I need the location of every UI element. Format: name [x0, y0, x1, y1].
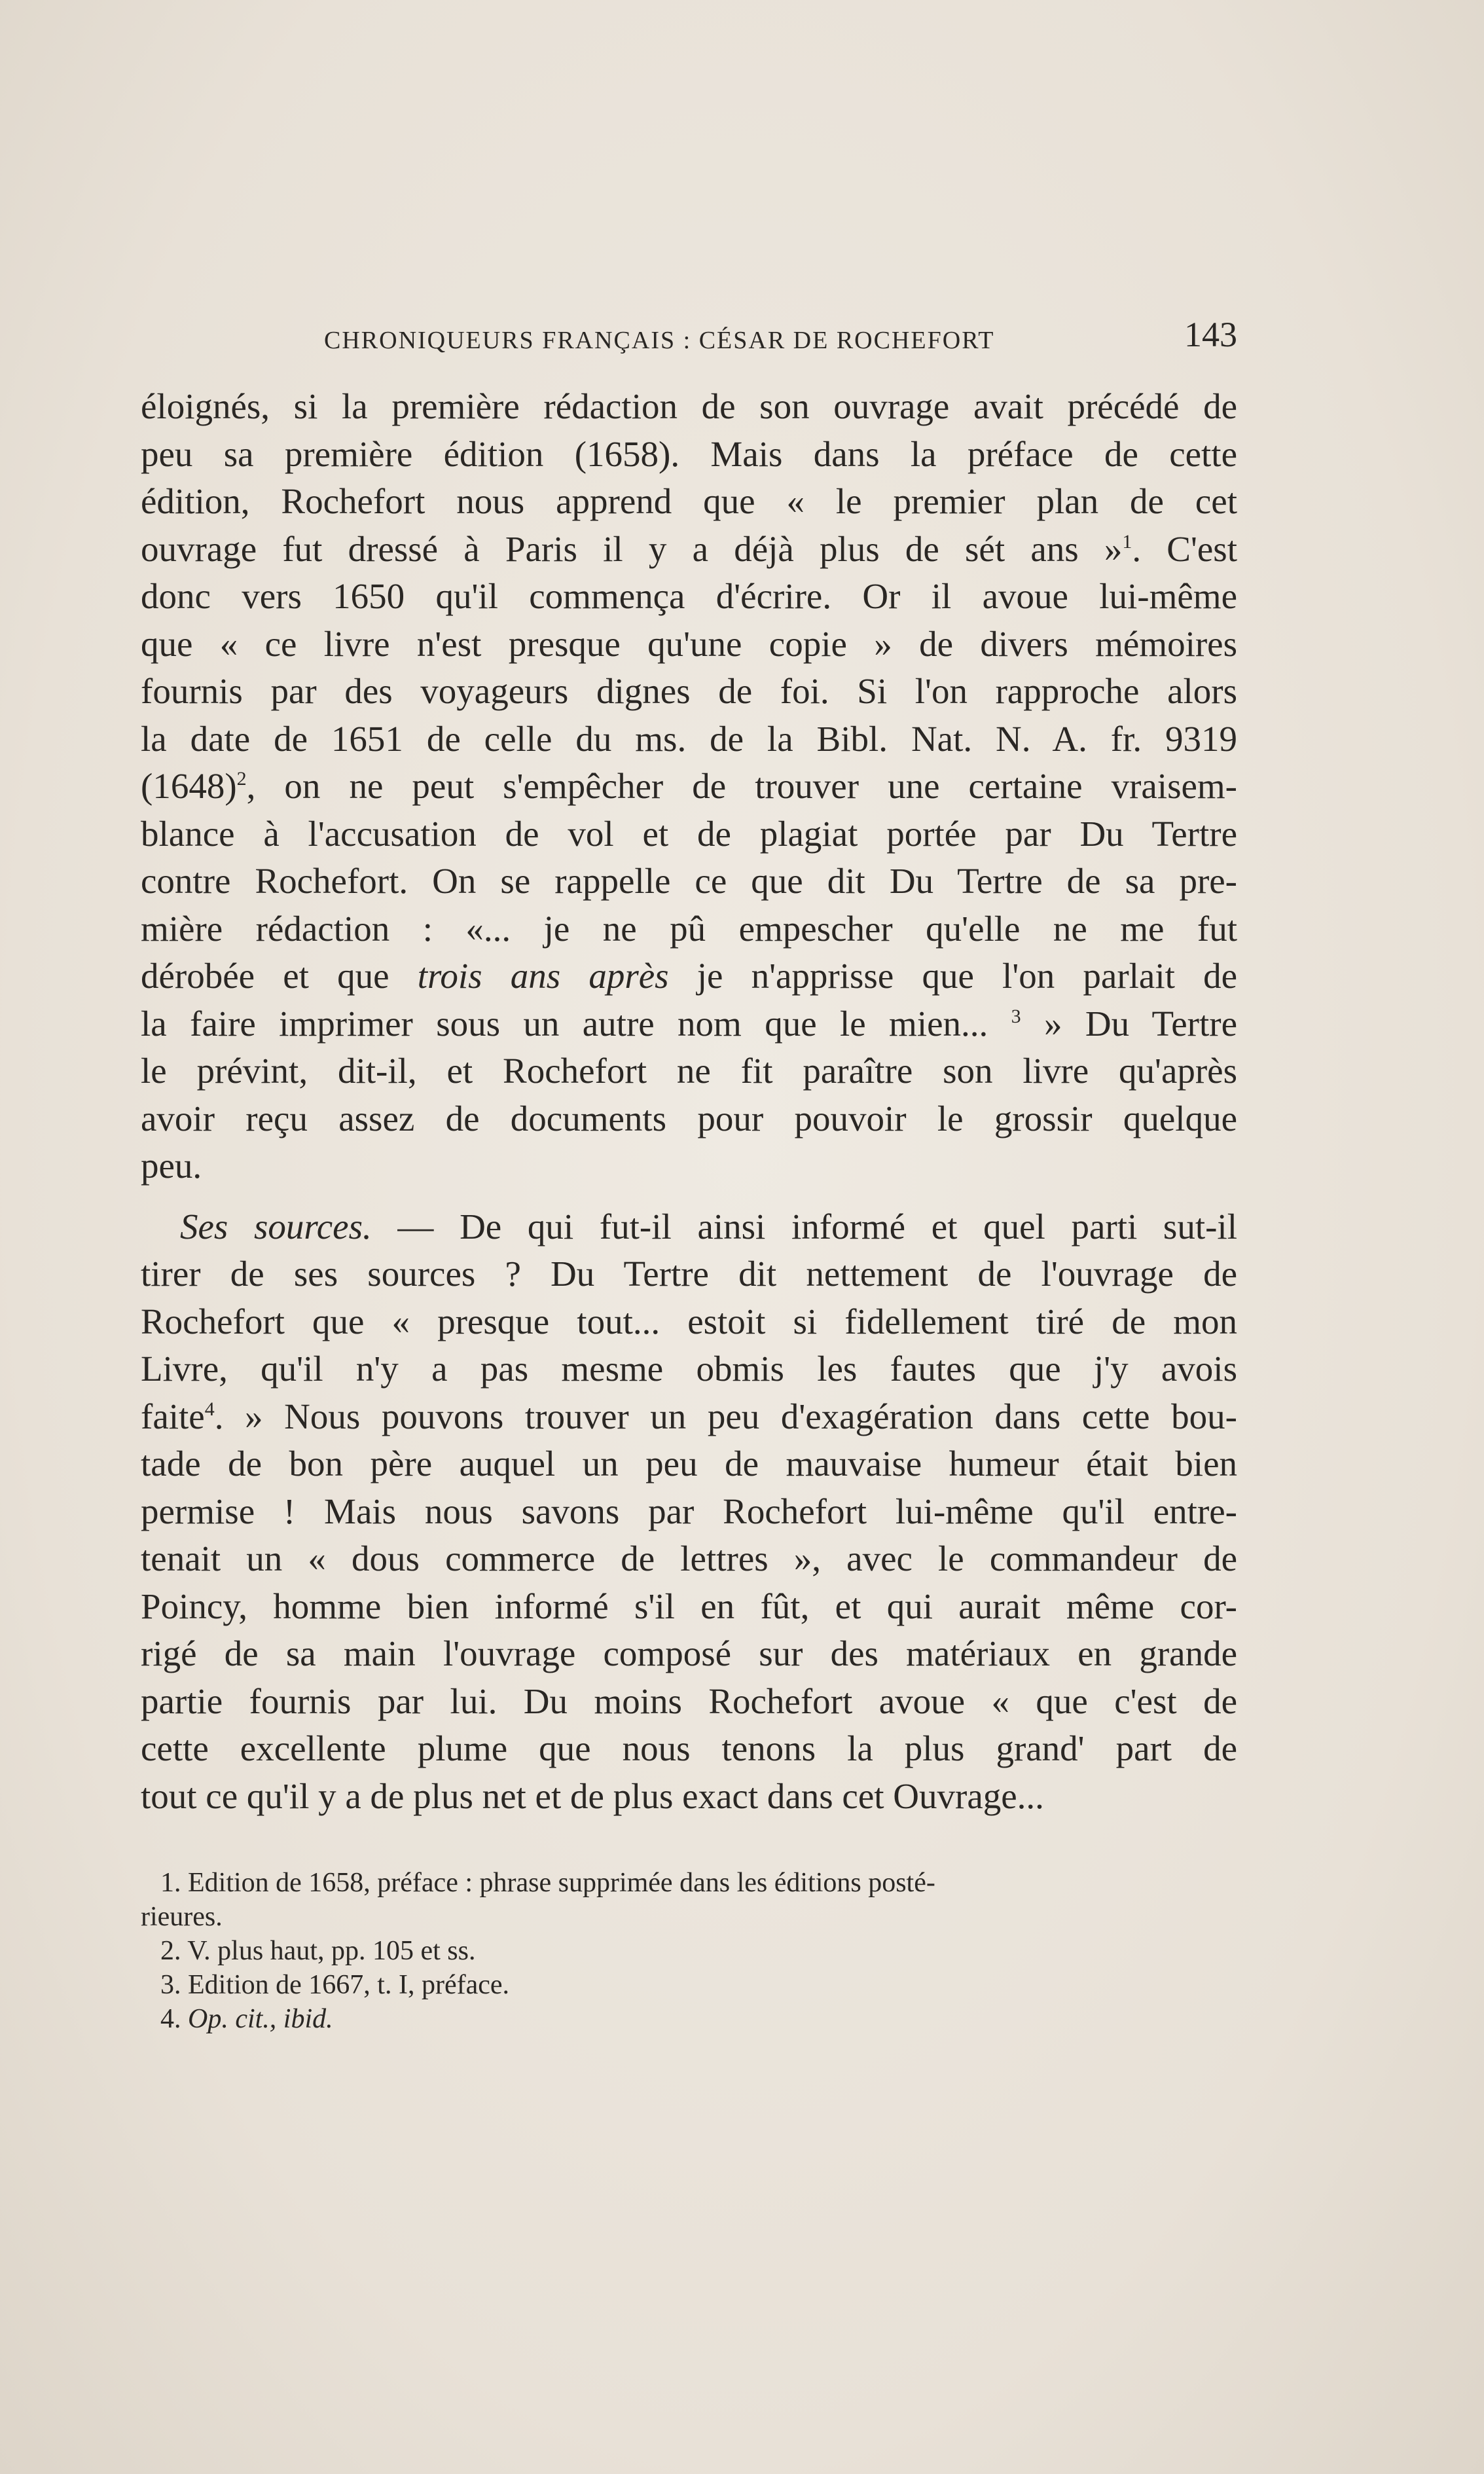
- footnote-1: 1. Edition de 1658, préface : phrase supprimée dans les éditions posté-: [160, 1868, 935, 1898]
- section-lead: Ses sources.: [180, 1206, 372, 1246]
- footnote-ref-3: 3: [1011, 1005, 1021, 1027]
- footnote-ref-1: 1: [1122, 530, 1132, 553]
- text-line: blance à l'accusation de vol et de plagiat portée par Du Tertre: [141, 813, 1237, 854]
- text-line: fournis par des voyageurs dignes de foi. Si l'on rapproche alors: [141, 671, 1237, 711]
- text-segment: . C'est: [1132, 528, 1237, 569]
- text-line: contre Rochefort. On se rappelle ce que dit Du Tertre de sa pre-: [141, 861, 1237, 901]
- text-line: tout ce qu'il y a de plus net et de plus exact dans cet Ouvrage...: [141, 1775, 1044, 1816]
- page-number: 143: [1184, 315, 1237, 354]
- text-line: [141, 1000, 1237, 1048]
- text-segment: » Du Tertre: [1021, 1003, 1237, 1044]
- text-line: mière rédaction : «... je ne pû empescher qu'elle ne me fut: [141, 908, 1237, 949]
- text-line: le prévint, dit-il, et Rochefort ne fit paraître son livre qu'après: [141, 1051, 1237, 1091]
- footnote-3: 3. Edition de 1667, t. I, préface.: [160, 1970, 509, 2000]
- footnote-4: [141, 2002, 1237, 2036]
- footnote-4-citation: Op. cit., ibid.: [188, 2004, 333, 2034]
- text-line: Rochefort que « presque tout... estoit si fidellement tiré de mon: [141, 1301, 1237, 1341]
- text-line: Poincy, homme bien informé s'il en fût, et qui aurait même cor-: [141, 1586, 1237, 1626]
- text-line: éloignés, si la première rédaction de son ouvrage avait précédé de: [141, 386, 1237, 426]
- footnote-1-continuation: rieures.: [141, 1902, 223, 1932]
- text-line: rigé de sa main l'ouvrage composé sur des matériaux en grande: [141, 1633, 1237, 1673]
- text-segment: — De qui fut-il ainsi informé et quel parti sut-il: [371, 1206, 1237, 1246]
- text-line: tirer de ses sources ? Du Tertre dit nettement de l'ouvrage de: [141, 1254, 1237, 1294]
- text-line: [141, 1393, 1237, 1441]
- text-segment: , on ne peut s'empêcher de trouver une certaine vraisem-: [246, 766, 1237, 806]
- running-title: CHRONIQUEURS FRANÇAIS : CÉSAR DE ROCHEFORT: [324, 327, 995, 354]
- footnote-ref-2: 2: [236, 768, 247, 790]
- text-segment: . » Nous pouvons trouver un peu d'exagération dans cette bou-: [214, 1396, 1237, 1436]
- text-line: [141, 953, 1237, 1000]
- text-segment: je n'apprisse que l'on parlait de: [668, 956, 1237, 996]
- footnote-2: 2. V. plus haut, pp. 105 et ss.: [160, 1936, 476, 1966]
- text-line: tenait un « dous commerce de lettres », avec le commandeur de: [141, 1538, 1237, 1578]
- italic-phrase: trois ans après: [417, 956, 669, 996]
- text-line: [141, 1203, 1237, 1251]
- text-line: [141, 763, 1237, 810]
- paragraph-1: [141, 383, 1237, 1190]
- paragraph-2: [141, 1203, 1237, 1821]
- text-line: la date de 1651 de celle du ms. de la Bibl. Nat. N. A. fr. 9319: [141, 718, 1237, 759]
- text-line: que « ce livre n'est presque qu'une copie » de divers mémoires: [141, 623, 1237, 664]
- body-text: [141, 383, 1237, 1820]
- text-segment: ouvrage fut dressé à Paris il y a déjà plus de sét ans »: [141, 528, 1123, 569]
- text-line: édition, Rochefort nous apprend que « le premier plan de cet: [141, 481, 1237, 521]
- text-line: [141, 526, 1237, 573]
- text-segment: dérobée et que: [141, 956, 389, 996]
- text-line: avoir reçu assez de documents pour pouvoir le grossir quelque: [141, 1098, 1237, 1138]
- text-line: donc vers 1650 qu'il commença d'écrire. Or il avoue lui-même: [141, 576, 1237, 616]
- text-segment: (1648): [141, 766, 237, 806]
- text-line: Livre, qu'il n'y a pas mesme obmis les fautes que j'y avois: [141, 1349, 1237, 1389]
- text-line: peu sa première édition (1658). Mais dans la préface de cette: [141, 433, 1237, 474]
- page-header: [141, 314, 1237, 360]
- footnote-4-number: 4.: [160, 2004, 188, 2034]
- text-line: peu.: [141, 1146, 202, 1186]
- footnote-ref-4: 4: [204, 1398, 215, 1420]
- text-line: partie fournis par lui. Du moins Rochefort avoue « que c'est de: [141, 1681, 1237, 1721]
- text-segment: la faire imprimer sous un autre nom que le mien...: [141, 1003, 988, 1044]
- text-line: cette excellente plume que nous tenons la plus grand' part de: [141, 1728, 1237, 1768]
- footnotes: [141, 1866, 1237, 2036]
- text-segment: faite: [141, 1396, 205, 1436]
- text-line: permise ! Mais nous savons par Rochefort lui-même qu'il entre-: [141, 1491, 1237, 1531]
- text-line: tade de bon père auquel un peu de mauvaise humeur était bien: [141, 1444, 1237, 1483]
